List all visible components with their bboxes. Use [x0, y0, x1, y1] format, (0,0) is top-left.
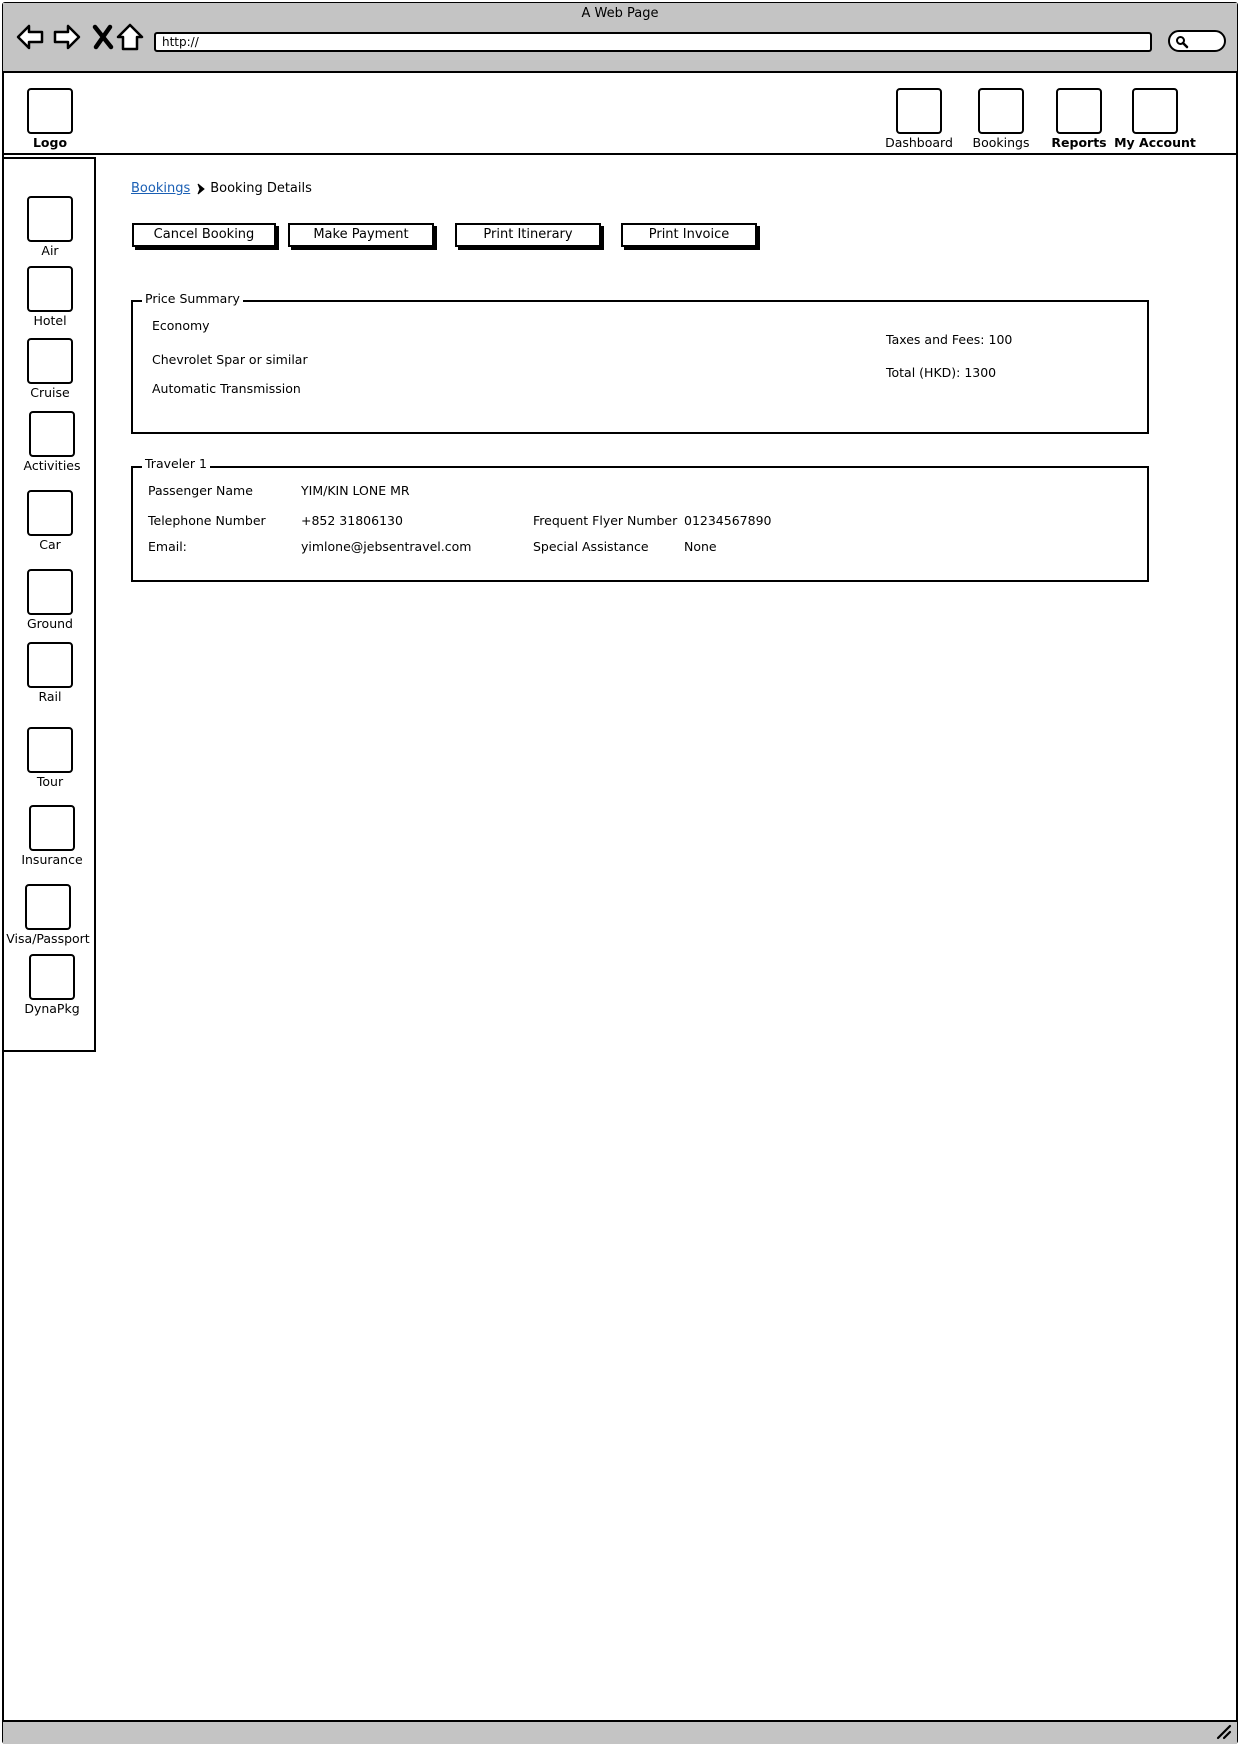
make-payment-button[interactable]: Make Payment [288, 223, 434, 247]
nav-my-account[interactable]: My Account [1114, 135, 1196, 150]
cruise-icon[interactable] [27, 338, 73, 384]
price-summary-panel [131, 300, 1149, 434]
print-invoice-button[interactable]: Print Invoice [621, 223, 757, 247]
search-icon [1175, 35, 1189, 49]
my-account-nav-icon[interactable] [1132, 88, 1178, 134]
sidebar-item-car[interactable]: Car [39, 537, 61, 552]
nav-bookings[interactable]: Bookings [972, 135, 1030, 150]
home-icon[interactable] [115, 22, 145, 52]
sidebar-item-air[interactable]: Air [41, 243, 59, 258]
nav-reports[interactable]: Reports [1051, 135, 1107, 150]
insurance-icon[interactable] [29, 805, 75, 851]
transmission-type: Automatic Transmission [152, 381, 301, 396]
fare-class: Economy [152, 318, 210, 333]
sidebar-item-cruise[interactable]: Cruise [30, 385, 70, 400]
breadcrumb [131, 181, 312, 196]
sidebar-item-ground[interactable]: Ground [27, 616, 73, 631]
sidebar-item-hotel[interactable]: Hotel [33, 313, 67, 328]
window-title: A Web Page [581, 6, 659, 21]
dashboard-nav-icon[interactable] [896, 88, 942, 134]
sidebar-item-visa-passport[interactable]: Visa/Passport [6, 931, 90, 946]
sidebar-item-activities[interactable]: Activities [23, 458, 81, 473]
telephone-label: Telephone Number [148, 513, 266, 528]
telephone-value: +852 31806130 [301, 513, 403, 528]
hotel-icon[interactable] [27, 266, 73, 312]
resize-grip-icon[interactable] [1216, 1724, 1232, 1740]
stop-icon[interactable] [88, 22, 118, 52]
bookings-nav-icon[interactable] [978, 88, 1024, 134]
print-itinerary-button[interactable]: Print Itinerary [455, 223, 601, 247]
rail-icon[interactable] [27, 642, 73, 688]
traveler-legend: Traveler 1 [142, 456, 210, 471]
search-box[interactable] [1168, 30, 1226, 52]
logo-label: Logo [32, 135, 68, 150]
visa-passport-icon[interactable] [25, 884, 71, 930]
air-icon[interactable] [27, 196, 73, 242]
price-summary-legend: Price Summary [142, 291, 243, 306]
browser-window [2, 2, 1238, 1744]
forward-arrow-icon[interactable] [52, 22, 82, 52]
logo-image [27, 88, 73, 134]
status-bar [3, 1720, 1237, 1744]
frequent-flyer-value: 01234567890 [684, 513, 772, 528]
nav-dashboard[interactable]: Dashboard [885, 135, 953, 150]
dynapkg-icon[interactable] [29, 954, 75, 1000]
sidebar-item-tour[interactable]: Tour [36, 774, 64, 789]
tour-icon[interactable] [27, 727, 73, 773]
taxes-and-fees: Taxes and Fees: 100 [886, 332, 1013, 347]
vehicle-model: Chevrolet Spar or similar [152, 352, 308, 367]
special-assistance-label: Special Assistance [533, 539, 649, 554]
email-label: Email: [148, 539, 187, 554]
total-price: Total (HKD): 1300 [886, 365, 997, 380]
url-input[interactable]: http:// [154, 32, 1152, 52]
activities-icon[interactable] [29, 411, 75, 457]
frequent-flyer-label: Frequent Flyer Number [533, 513, 678, 528]
ground-icon[interactable] [27, 569, 73, 615]
sidebar-item-insurance[interactable]: Insurance [21, 852, 83, 867]
breadcrumb-current: Booking Details [210, 181, 312, 196]
special-assistance-value: None [684, 539, 717, 554]
chevron-right-icon [196, 183, 206, 195]
email-value: yimlone@jebsentravel.com [301, 539, 472, 554]
cancel-booking-button[interactable]: Cancel Booking [132, 223, 276, 247]
back-arrow-icon[interactable] [15, 22, 45, 52]
breadcrumb-bookings-link[interactable]: Bookings [131, 181, 191, 196]
reports-nav-icon[interactable] [1056, 88, 1102, 134]
sidebar-item-dynapkg[interactable]: DynaPkg [24, 1001, 80, 1016]
passenger-name-value: YIM/KIN LONE MR [301, 483, 410, 498]
sidebar-item-rail[interactable]: Rail [38, 689, 62, 704]
passenger-name-label: Passenger Name [148, 483, 253, 498]
car-icon[interactable] [27, 490, 73, 536]
